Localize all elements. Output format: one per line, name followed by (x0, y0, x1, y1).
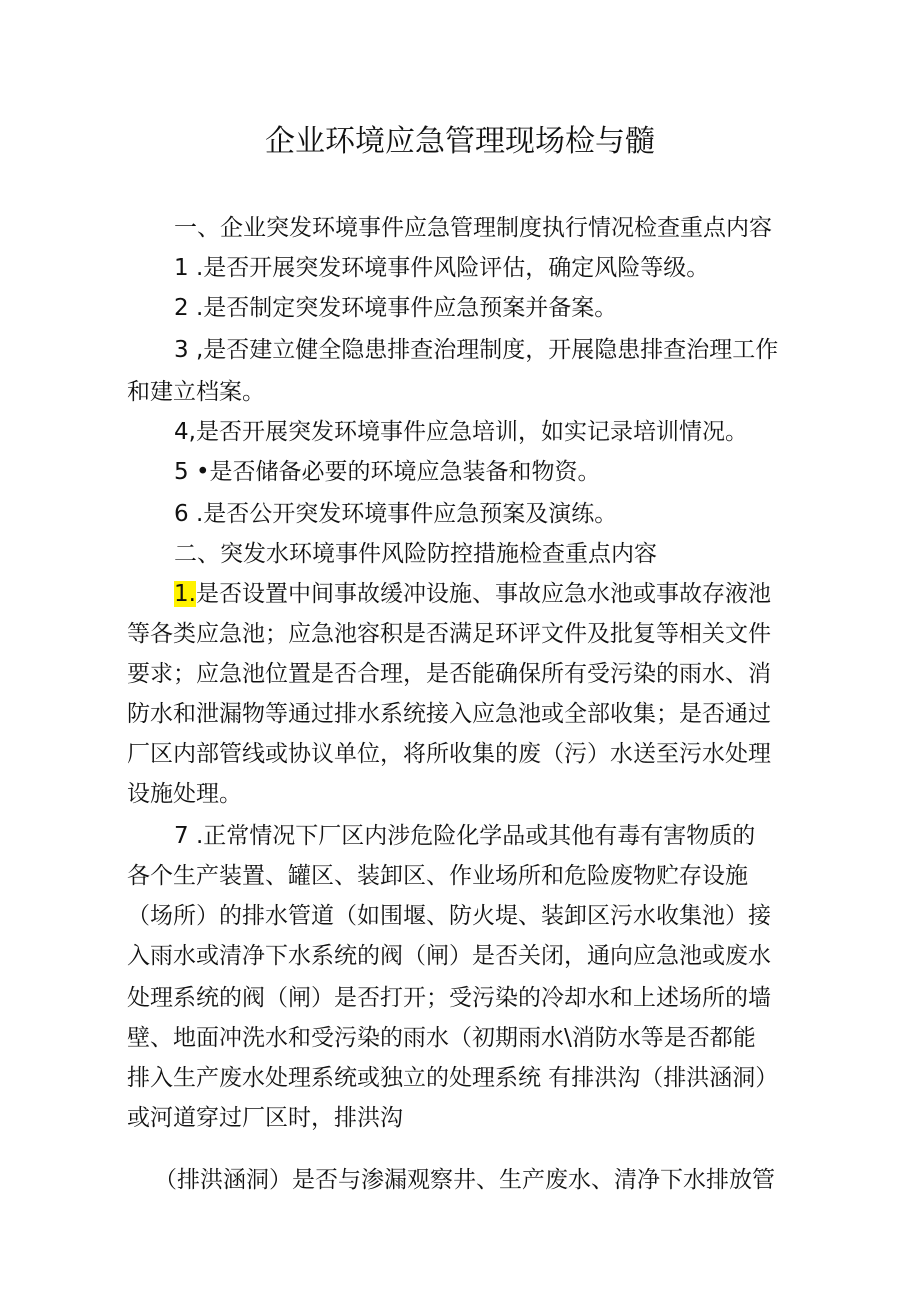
paragraph-line: 排入生产废水处理系统或独立的处理系统 有排洪沟（排洪涵洞） (127, 1065, 779, 1091)
paragraph-line: 5 •是否储备必要的环境应急装备和物资。 (174, 459, 601, 485)
paragraph-line: 和建立档案。 (127, 379, 265, 405)
paragraph-line: （场所）的排水管道（如围堰、防火堤、装卸区污水收集池）接 (127, 903, 771, 929)
paragraph-line: 入雨水或清净下水系统的阀（闸）是否关闭，通向应急池或废水 (127, 943, 771, 969)
paragraph-line: 6 .是否公开突发环境事件应急预案及演练。 (174, 501, 618, 527)
paragraph-line: 厂区内部管线或协议单位，将所收集的废（污）水送至污水处理 (127, 741, 771, 767)
paragraph-line: 各个生产装置、罐区、装卸区、作业场所和危险废物贮存设施 (127, 863, 748, 889)
paragraph-line: 3 ,是否建立健全隐患排查治理制度，开展隐患排查治理工作 (174, 337, 779, 363)
paragraph-line: 壁、地面冲洗水和受污染的雨水（初期雨水\消防水等是否都能 (127, 1025, 756, 1051)
paragraph-line: 处理系统的阀（闸）是否打开；受污染的冷却水和上述场所的墙 (127, 985, 771, 1011)
paragraph-line (174, 574, 771, 614)
section-heading-2: 二、突发水环境事件风险防控措施检查重点内容 (174, 541, 657, 567)
paragraph-line: 2 .是否制定突发环境事件应急预案并备案。 (174, 295, 618, 321)
paragraph-line: 防水和泄漏物等通过排水系统接入应急池或全部收集；是否通过 (127, 701, 771, 727)
paragraph-line: 7 .正常情况下厂区内涉危险化学品或其他有毒有害物质的 (174, 823, 756, 849)
section-heading-1: 一、企业突发环境事件应急管理制度执行情况检查重点内容 (174, 215, 772, 241)
paragraph-line: 要求；应急池位置是否合理，是否能确保所有受污染的雨水、消 (127, 661, 771, 687)
highlighted-item-number: 1. (174, 581, 196, 607)
paragraph-line: 设施处理。 (127, 781, 242, 807)
paragraph-line: 4,是否开展突发环境事件应急培训，如实记录培训情况。 (174, 419, 748, 445)
paragraph-line: 等各类应急池；应急池容积是否满足环评文件及批复等相关文件 (127, 621, 771, 647)
paragraph-line: （排洪涵洞）是否与渗漏观察井、生产废水、清净下水排放管 (154, 1167, 775, 1193)
document-title: 企业环境应急管理现场检与髓 (265, 124, 655, 159)
paragraph-line: 或河道穿过厂区时，排洪沟 (127, 1105, 403, 1131)
paragraph-line-text: 是否设置中间事故缓冲设施、事故应急水池或事故存液池 (195, 581, 771, 607)
paragraph-line: 1 .是否开展突发环境事件风险评估，确定风险等级。 (174, 255, 710, 281)
